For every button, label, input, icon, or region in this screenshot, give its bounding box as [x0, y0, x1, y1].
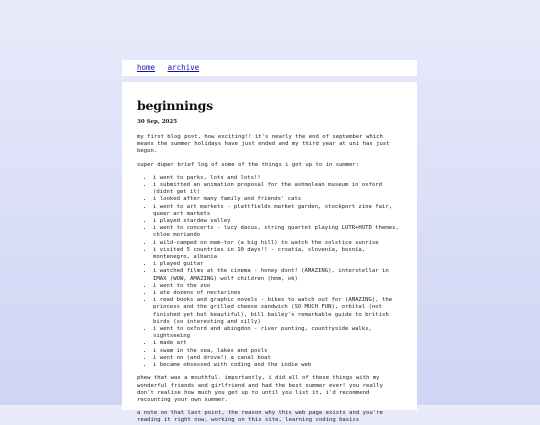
list-item: • i watched films at the cinema - honey dont! (AMAZING), interstellar in IMAX (WOW, AMAZING) wolf children (hmm, ok): [153, 268, 403, 282]
list-item: • i went on (and drove!) a canal boat: [153, 355, 403, 362]
list-item: • i went to concerts - lucy dacus, string quartet playing LOTR+HOTD themes, chloe moriando: [153, 225, 403, 239]
post-outro: phew that was a mouthful. importantly, i did all of these things with my wonderful friends and girlfriend and had the best summer ever! you really don't realise how much you get up to until you list it, i'd recommend recounting your own summer.: [137, 375, 383, 403]
post-note: a note on that last point, the reason why this web page exists and you're reading it right now, working on this site, learning coding basics: [137, 410, 383, 424]
list-item: • i played guitar: [153, 261, 403, 268]
list-item: • i played stardew valley: [153, 218, 403, 225]
nav-archive-link[interactable]: archive: [167, 63, 200, 72]
list-item: • i read books and graphic novels - bikes to watch out for (AMAZING), the princess and the grilled cheese sandwich (SO MUCH FUN), orbital (not finished yet but beautiful), bill bailey's remarkable guide to british birds (so interesting and silly): [153, 297, 403, 326]
list-item: • i ate dozens of nectarines: [153, 290, 403, 297]
list-item: • i submitted an animation proposal for the ashmolean museum in oxford (didnt get it): [153, 182, 403, 196]
list-item: • i went to art markets - plattfields market garden, stockport zine fair, queer art markets: [153, 204, 403, 218]
list-item: • i looked after many family and friends' cats: [153, 196, 403, 203]
nav-home-link[interactable]: home: [137, 63, 156, 72]
post-date: 30 Sep, 2025: [137, 119, 178, 125]
list-item: • i became obsessed with coding and the indie web: [153, 362, 403, 369]
blog-post: [122, 82, 417, 424]
list-item: • i visited 5 countries in 10 days!! - croatia, slovenia, bosnia, montenegro, albania: [153, 247, 403, 261]
post-title: beginnings: [137, 98, 213, 113]
list-item: • i made art: [153, 340, 403, 347]
list-item: • i went to oxford and abingdon - river punting, countryside walks, sightseeing: [153, 326, 403, 340]
list-item: • i went to the zoo: [153, 283, 403, 290]
list-item: • i wild-camped on mam-tor (a big hill) to watch the solstice sunrise: [153, 240, 403, 247]
summer-list: [137, 175, 403, 369]
page-container: [122, 60, 417, 424]
list-item: • i went to parks, lots and lots!!: [153, 175, 403, 182]
post-lead: super duper brief log of some of the things i got up to in summer:: [137, 161, 360, 168]
post-intro: my first blog post, how exciting!! it's nearly the end of september which means the summer holidays have just ended and my third year at uni has just begun.: [137, 134, 390, 155]
top-nav: [122, 60, 417, 76]
list-item: • i swam in the sea, lakes and pools: [153, 348, 403, 355]
